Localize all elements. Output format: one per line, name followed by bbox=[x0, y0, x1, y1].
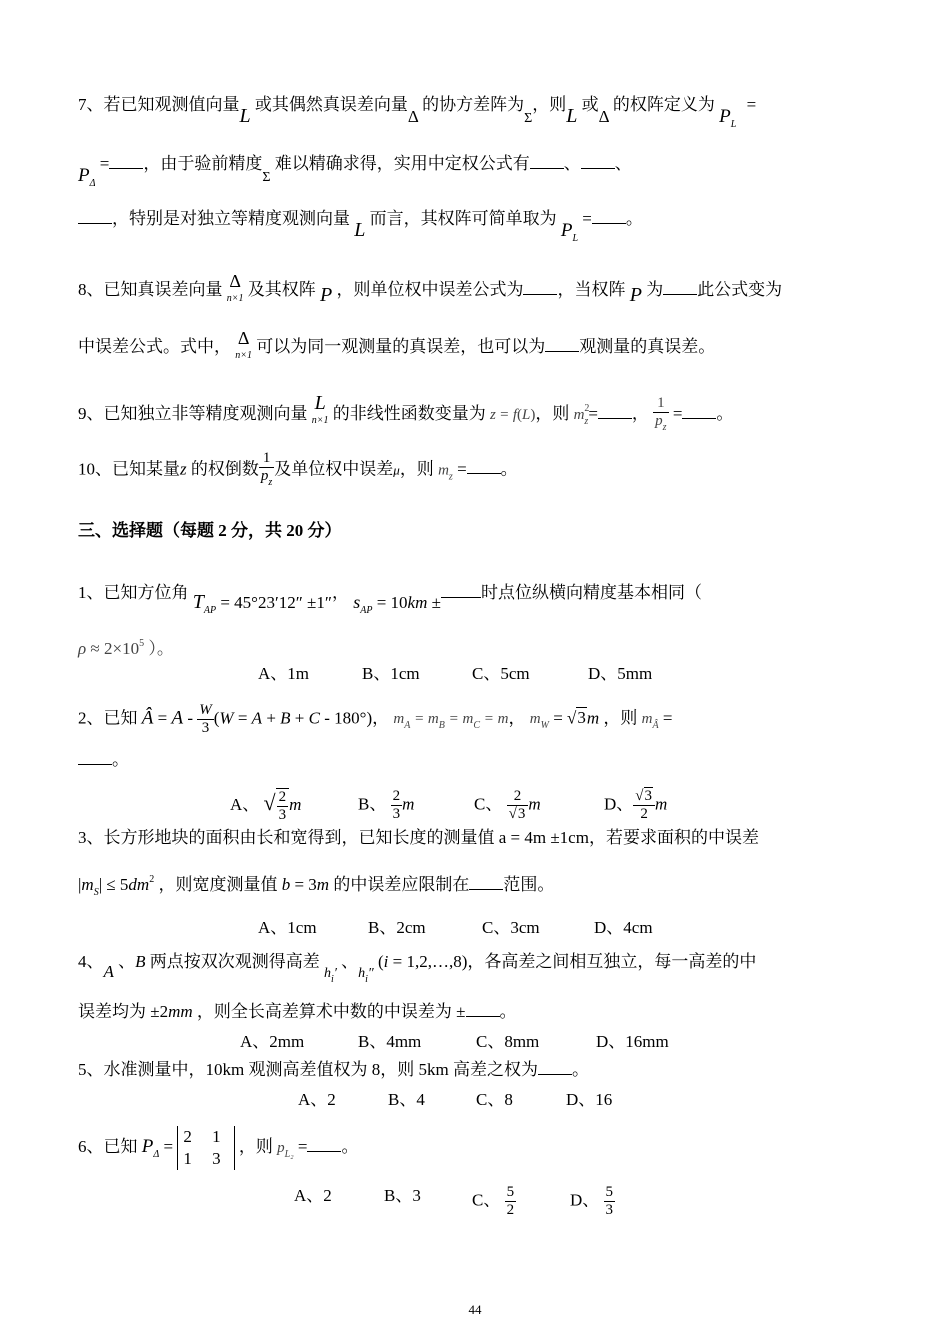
c3-option-a[interactable]: A、1cm bbox=[258, 918, 317, 937]
section-3-title: 三、选择题（每题 2 分，共 20 分） bbox=[78, 521, 342, 540]
c1-line1: 1、已知方位角 $T_{AP} = 45^\circ 23'12'' \pm 1''$， $s_{AP} = 10km$ ±时点位纵横向精度基本相同（ bbox=[78, 583, 702, 616]
c2-option-c[interactable]: C、 $\frac{2}{√3}$ m bbox=[474, 788, 541, 822]
c5-line1: 5、水准测量中，10km 观测高差值权为 8，则 5km 高差之权为 。 bbox=[78, 1060, 589, 1079]
q8-line1: 8、已知真误差向量 Δ n×1 及其权阵 P ，则单位权中误差公式为 ，当权阵 P 为 此公式变为 bbox=[78, 271, 783, 306]
c4-option-b[interactable]: B、4mm bbox=[358, 1032, 422, 1051]
c2-option-d[interactable]: D、 $\frac{√3}{2}$ m bbox=[604, 788, 668, 822]
c6-option-c[interactable]: C、 $\frac{5}{2}$ bbox=[472, 1184, 515, 1218]
c3-line2: $|m_S| \le 5dm^2$ ，则宽度测量值 b = 3m 的中误差应限制在 范围。 bbox=[78, 874, 555, 898]
c3-option-b[interactable]: B、2cm bbox=[368, 918, 426, 937]
question-10: 10、已知某量z 的权倒数 $\frac{1}{p_z}$ 及单位权中误差μ，则 $m_z$ = 。 bbox=[78, 450, 518, 488]
c2-option-a[interactable]: A、 √ $\frac{2}{3}$ m bbox=[230, 789, 302, 823]
c2-line1: 2、已知 Â = A - $\frac{W}{3}$ (W = A + B + C - 180°)， $m_A = m_B = m_C = m$， $m_W = √3m$ ，则 $m_Â$ = bbox=[78, 702, 673, 736]
question-9: 9、已知独立非等精度观测向量 L n×1 的非线性函数变量为 z = f(L)，则 $m^2_z=$ ， $\frac{1}{p_z}$ = 。 bbox=[78, 392, 734, 433]
c1-option-b[interactable]: B、1cm bbox=[362, 664, 420, 683]
c2-option-b[interactable]: B、 $\frac{2}{3}$ m bbox=[358, 788, 415, 822]
c6-option-d[interactable]: D、 $\frac{5}{3}$ bbox=[570, 1184, 614, 1218]
c4-option-c[interactable]: C、8mm bbox=[476, 1032, 540, 1051]
c5-option-b[interactable]: B、4 bbox=[388, 1090, 425, 1109]
c5-option-d[interactable]: D、16 bbox=[566, 1090, 613, 1109]
c6-line1: 6、已知 $P_\Delta = 2$ 1 1 3 ，则 $p_{L_2}$ = 。 bbox=[78, 1127, 359, 1168]
q8-line2: 中误差公式。式中， Δ n×1 可以为同一观测量的真误差，也可以为 观测量的真误差。 bbox=[78, 328, 716, 361]
c2-line2: 。 bbox=[78, 748, 129, 772]
q7-line1: 7、若已知观测值向量L 或其偶然真误差向量Δ 的协方差阵为$_\Sigma$，则L 或Δ 的权阵定义为 $P_L$ = bbox=[78, 95, 757, 130]
c6-option-b[interactable]: B、3 bbox=[384, 1186, 421, 1205]
c4-line1: 4、A 、B 两点按双次观测得高差 $_{h_i'}$ 、$_{h_i''}$ (i = 1,2,…,8)，各高差之间相互独立，每一高差的中 bbox=[78, 952, 757, 985]
c4-option-a[interactable]: A、2mm bbox=[240, 1032, 305, 1051]
c1-option-d[interactable]: D、5mm bbox=[588, 664, 653, 683]
c3-option-d[interactable]: D、4cm bbox=[594, 918, 653, 937]
c4-line2: 误差均为 ±2mm ，则全长高差算术中数的中误差为 ± 。 bbox=[78, 1002, 517, 1021]
q7-line2: $P_\Delta$ = ，由于验前精度$_\Sigma$ 难以精确求得，实用中定权公式有 、 、 bbox=[78, 154, 632, 189]
c3-line1: 3、长方形地块的面积由长和宽得到，已知长度的测量值 a = 4m ±1cm，若要求面积的中误差 bbox=[78, 828, 759, 847]
c4-option-d[interactable]: D、16mm bbox=[596, 1032, 669, 1051]
c1-line2: $\rho \approx 2\times 10^5$ ）。 bbox=[78, 638, 174, 658]
c6-option-a[interactable]: A、2 bbox=[294, 1186, 332, 1205]
q7-line3: ，特别是对独立等精度观测向量 L 而言，其权阵可简单取为 $P_L$ = 。 bbox=[78, 206, 643, 239]
c3-option-c[interactable]: C、3cm bbox=[482, 918, 540, 937]
page-number: 44 bbox=[468, 1302, 482, 1317]
c1-option-c[interactable]: C、5cm bbox=[472, 664, 530, 683]
c5-option-c[interactable]: C、8 bbox=[476, 1090, 513, 1109]
c1-option-a[interactable]: A、1m bbox=[258, 664, 309, 683]
c5-option-a[interactable]: A、2 bbox=[298, 1090, 336, 1109]
